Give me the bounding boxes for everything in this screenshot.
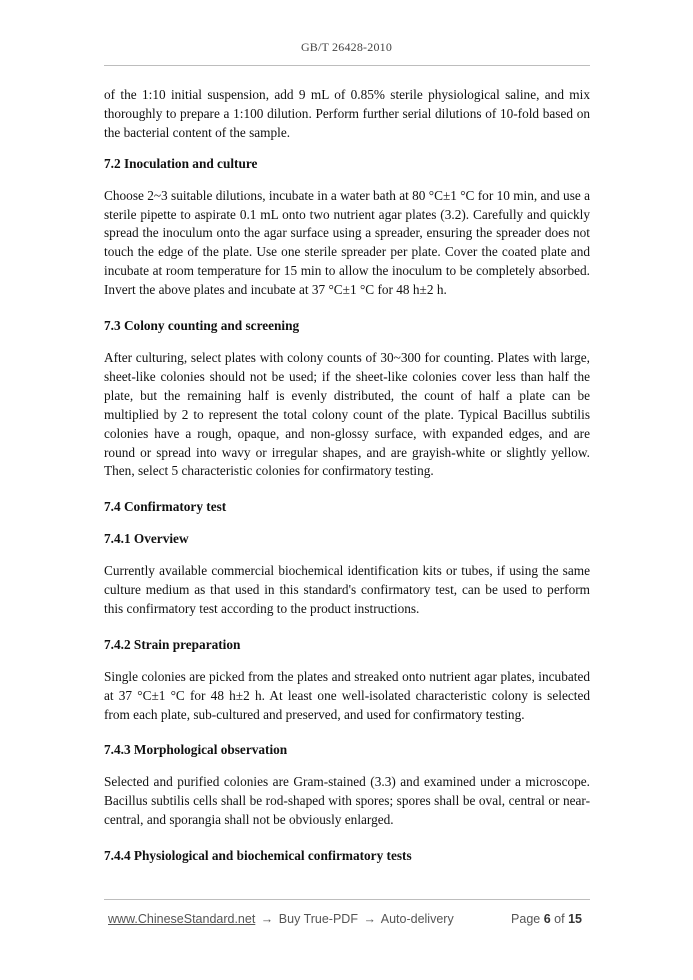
auto-delivery-text: Auto-delivery [380, 912, 454, 926]
section-text-7-2: Choose 2~3 suitable dilutions, incubate in a water bath at 80 °C±1 °C for 10 min, and use a sterile pipette to aspirate 0.1 mL onto two nutrient agar plates (3.2). Carefully and quickly spread the inoculum onto the agar surface using a spreader, ensuring the spreader does not touch the edge of the plate. Use one sterile spreader per plate. Cover the coated plate and incubate at room temperature for 15 min to allow the inoculum to be completely absorbed. Invert the above plates and incubate at 37 °C±1 °C for 48 h±2 h. [104, 187, 590, 298]
page-of-label: of [554, 912, 565, 926]
document-body [104, 86, 590, 879]
header-divider [104, 65, 590, 66]
page-header-standard-code: GB/T 26428-2010 [300, 40, 393, 54]
footer-links [108, 912, 454, 926]
buy-pdf-text: Buy True-PDF [278, 912, 358, 926]
footer-divider [104, 899, 590, 900]
page-current: 6 [543, 912, 551, 926]
page-label: Page [511, 912, 541, 926]
section-heading-7-4-1: 7.4.1 Overview [104, 531, 189, 547]
section-heading-7-4: 7.4 Confirmatory test [104, 499, 227, 515]
section-text-7-3: After culturing, select plates with colony counts of 30~300 for counting. Plates with large, sheet-like colonies should not be used; if the sheet-like colonies cover less than half the plate, but the remaining half is evenly distributed, the count of half a plate can be multiplied by 2 to represent the total colony count of the plate. Typical Bacillus subtilis colonies have a rough, opaque, and non-glossy surface, with expanded edges, and are round or spread into wavy or irregular shapes, and are grayish-white or slightly yellow. Then, select 5 characteristic colonies for confirmatory testing. [104, 349, 590, 479]
section-heading-7-4-3: 7.4.3 Morphological observation [104, 742, 288, 758]
section-text-7-4-3: Selected and purified colonies are Gram-stained (3.3) and examined under a microscope. Bacillus subtilis cells shall be rod-shaped with spores; spores shall be oval, central or near-central, and sporangia shall not be obviously enlarged. [104, 774, 590, 828]
page-number [511, 912, 582, 926]
arrow-right-icon: → [260, 912, 274, 926]
section-heading-7-3: 7.3 Colony counting and screening [104, 318, 300, 334]
arrow-right-icon: → [363, 912, 376, 926]
section-text-7-4-1: Currently available commercial biochemical identification kits or tubes, if using the same culture medium as that used in this standard's confirmatory test, can be used to perform this confirmatory test according to the product instructions. [104, 563, 590, 616]
section-heading-7-2: 7.2 Inoculation and culture [104, 155, 258, 171]
section-heading-7-4-4: 7.4.4 Physiological and biochemical confirmatory tests [104, 848, 412, 864]
site-link[interactable]: www.ChineseStandard.net [108, 912, 256, 926]
page-footer [104, 912, 590, 930]
section-heading-7-4-2: 7.4.2 Strain preparation [104, 636, 241, 652]
intro-paragraph: of the 1:10 initial suspension, add 9 mL of 0.85% sterile physiological saline, and mix thoroughly to prepare a 1:100 dilution. Perform further serial dilutions of 10-fold based on the bacterial content of the sample. [104, 87, 590, 140]
page-total: 15 [568, 912, 582, 926]
section-text-7-4-2: Single colonies are picked from the plates and streaked onto nutrient agar plates, incubated at 37 °C±1 °C for 48 h±2 h. At least one well-isolated characteristic colony is selected from each plate, sub-cultured and preserved, and used for confirmatory testing. [104, 668, 590, 722]
